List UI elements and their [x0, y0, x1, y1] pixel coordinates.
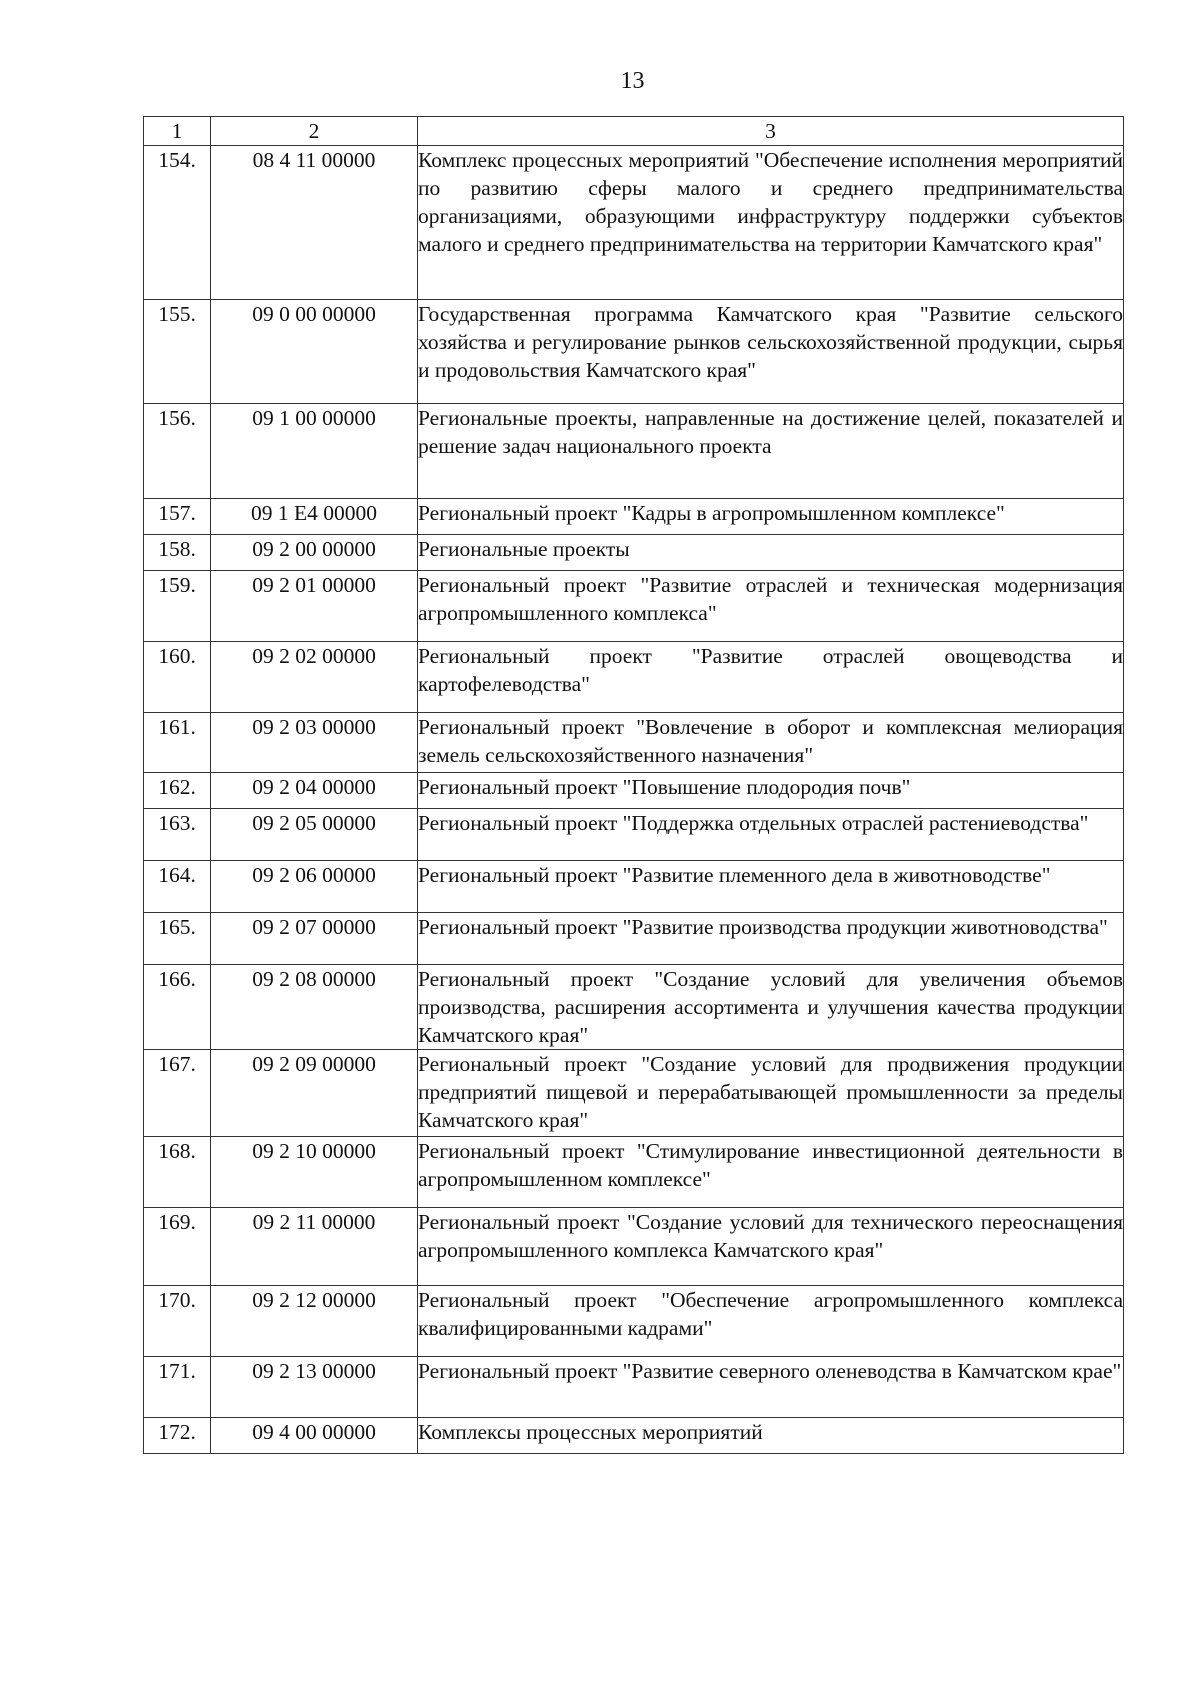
- row-description: Региональный проект "Создание условий для технического переоснащения агропромышленного комплекса Камчатского края": [418, 1208, 1124, 1286]
- row-code: 09 2 08 00000: [211, 965, 418, 1050]
- row-description: Региональный проект "Развитие отраслей овощеводства и картофелеводства": [418, 642, 1124, 713]
- table-row: [144, 1208, 1124, 1286]
- table-row: [144, 1286, 1124, 1357]
- table-row: [144, 713, 1124, 773]
- table-row: [144, 642, 1124, 713]
- row-description: Региональные проекты: [418, 535, 1124, 571]
- row-code: 09 0 00 00000: [211, 300, 418, 404]
- table-row: [144, 861, 1124, 913]
- row-number: 156.: [144, 404, 211, 499]
- row-number: 158.: [144, 535, 211, 571]
- row-code: 09 4 00 00000: [211, 1418, 418, 1454]
- row-code: 09 2 05 00000: [211, 809, 418, 861]
- row-number: 163.: [144, 809, 211, 861]
- row-description: Региональный проект "Создание условий для увеличения объемов производства, расширения ассортимента и улучшения качества продукции Камчатского края": [418, 965, 1124, 1050]
- row-number: 162.: [144, 773, 211, 809]
- table-row: [144, 499, 1124, 535]
- row-number: 159.: [144, 571, 211, 642]
- row-description: Региональный проект "Развитие северного оленеводства в Камчатском крае": [418, 1357, 1124, 1418]
- row-number: 168.: [144, 1137, 211, 1208]
- row-code: 09 2 04 00000: [211, 773, 418, 809]
- table-row: [144, 1050, 1124, 1137]
- page-number: 13: [620, 68, 645, 94]
- row-description: Региональный проект "Поддержка отдельных отраслей растениеводства": [418, 809, 1124, 861]
- row-number: 155.: [144, 300, 211, 404]
- row-code: 08 4 11 00000: [211, 146, 418, 300]
- row-number: 166.: [144, 965, 211, 1050]
- row-code: 09 2 13 00000: [211, 1357, 418, 1418]
- row-number: 165.: [144, 913, 211, 965]
- row-description: Региональный проект "Вовлечение в оборот и комплексная мелиорация земель сельскохозяйственного назначения": [418, 713, 1124, 773]
- row-description: Региональный проект "Развитие отраслей и техническая модернизация агропромышленного комплекса": [418, 571, 1124, 642]
- table-row: [144, 1357, 1124, 1418]
- column-header-1: 1: [144, 117, 211, 146]
- table-row: [144, 1418, 1124, 1454]
- row-code: 09 2 06 00000: [211, 861, 418, 913]
- row-code: 09 2 09 00000: [211, 1050, 418, 1137]
- table-row: [144, 404, 1124, 499]
- row-number: 157.: [144, 499, 211, 535]
- row-number: 161.: [144, 713, 211, 773]
- row-description: Комплекс процессных мероприятий "Обеспечение исполнения мероприятий по развитию сферы малого и среднего предпринимательства организациями, образующими инфраструктуру поддержки субъектов малого и среднего предпринимательства на территории Камчатского края": [418, 146, 1124, 300]
- row-description: Комплексы процессных мероприятий: [418, 1418, 1124, 1454]
- table-row: [144, 773, 1124, 809]
- row-code: 09 2 07 00000: [211, 913, 418, 965]
- column-header-2: 2: [211, 117, 418, 146]
- table-row: [144, 300, 1124, 404]
- table-header-row: [144, 117, 1124, 146]
- row-code: 09 1 00 00000: [211, 404, 418, 499]
- table-row: [144, 809, 1124, 861]
- row-description: Государственная программа Камчатского края "Развитие сельского хозяйства и регулирование рынков сельскохозяйственной продукции, сырья и продовольствия Камчатского края": [418, 300, 1124, 404]
- table-row: [144, 146, 1124, 300]
- row-number: 170.: [144, 1286, 211, 1357]
- row-code: 09 2 11 00000: [211, 1208, 418, 1286]
- row-description: Региональный проект "Создание условий для продвижения продукции предприятий пищевой и перерабатывающей промышленности за пределы Камчатского края": [418, 1050, 1124, 1137]
- table-row: [144, 571, 1124, 642]
- row-code: 09 2 03 00000: [211, 713, 418, 773]
- row-number: 167.: [144, 1050, 211, 1137]
- table-row: [144, 913, 1124, 965]
- row-description: Региональный проект "Обеспечение агропромышленного комплекса квалифицированными кадрами": [418, 1286, 1124, 1357]
- row-description: Региональный проект "Развитие производства продукции животноводства": [418, 913, 1124, 965]
- row-code: 09 2 01 00000: [211, 571, 418, 642]
- table-row: [144, 1137, 1124, 1208]
- row-code: 09 2 12 00000: [211, 1286, 418, 1357]
- row-description: Региональный проект "Кадры в агропромышленном комплексе": [418, 499, 1124, 535]
- row-number: 160.: [144, 642, 211, 713]
- budget-classification-table: [143, 116, 1124, 1454]
- row-number: 171.: [144, 1357, 211, 1418]
- row-code: 09 1 Е4 00000: [211, 499, 418, 535]
- row-code: 09 2 00 00000: [211, 535, 418, 571]
- row-description: Региональный проект "Повышение плодородия почв": [418, 773, 1124, 809]
- row-number: 172.: [144, 1418, 211, 1454]
- row-number: 164.: [144, 861, 211, 913]
- row-code: 09 2 10 00000: [211, 1137, 418, 1208]
- table-row: [144, 965, 1124, 1050]
- column-header-3: 3: [418, 117, 1124, 146]
- row-description: Региональный проект "Развитие племенного дела в животноводстве": [418, 861, 1124, 913]
- row-number: 154.: [144, 146, 211, 300]
- row-code: 09 2 02 00000: [211, 642, 418, 713]
- row-description: Региональные проекты, направленные на достижение целей, показателей и решение задач национального проекта: [418, 404, 1124, 499]
- table-row: [144, 535, 1124, 571]
- row-number: 169.: [144, 1208, 211, 1286]
- row-description: Региональный проект "Стимулирование инвестиционной деятельности в агропромышленном комплексе": [418, 1137, 1124, 1208]
